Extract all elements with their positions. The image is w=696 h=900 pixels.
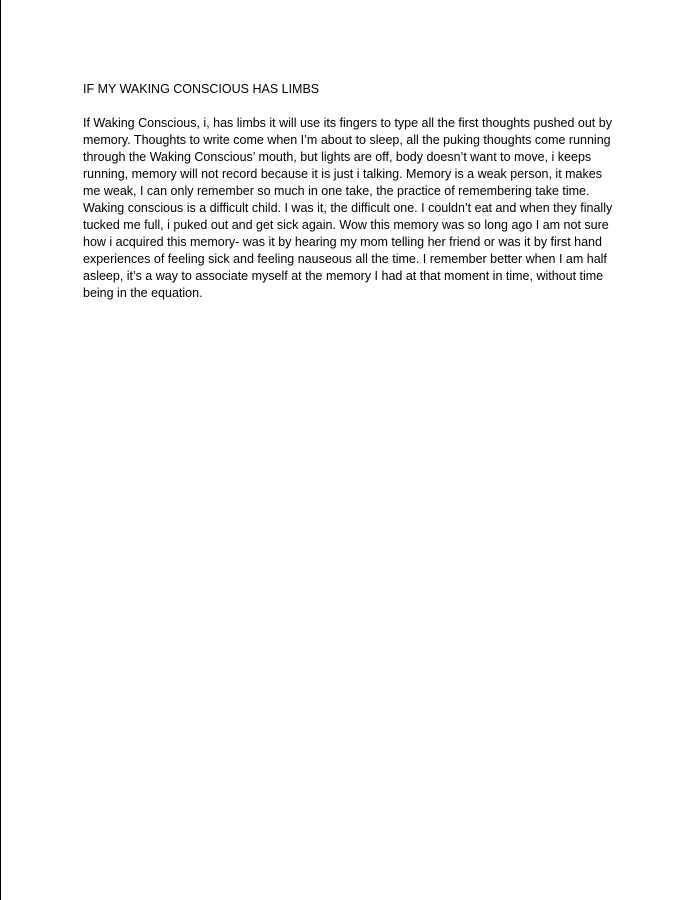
paragraph-line: being in the equation. (83, 286, 203, 300)
paragraph-line: Waking conscious is a difficult child. I was it, the difficult one. I couldn’t eat and when they finally (83, 201, 613, 215)
paragraph-line: memory. Thoughts to write come when I’m about to sleep, all the puking thoughts come running (83, 133, 611, 147)
paragraph-line: through the Waking Conscious’ mouth, but lights are off, body doesn’t want to move, i keeps (83, 150, 592, 164)
paragraph-line: running, memory will not record because it is just i talking. Memory is a weak person, it makes (83, 167, 602, 181)
paragraph-line: me weak, I can only remember so much in one take, the practice of remembering take time. (83, 184, 590, 198)
paragraph-line: If Waking Conscious, i, has limbs it will use its fingers to type all the first thoughts pushed out by (83, 116, 612, 130)
paragraph-line: tucked me full, i puked out and get sick again. Wow this memory was so long ago I am not sure (83, 218, 609, 232)
document-paragraph (83, 115, 623, 302)
paragraph-line: asleep, it’s a way to associate myself at the memory I had at that moment in time, without time (83, 269, 604, 283)
document-title: IF MY WAKING CONSCIOUS HAS LIMBS (83, 82, 320, 96)
paragraph-line: experiences of feeling sick and feeling nauseous all the time. I remember better when I am half (83, 252, 607, 266)
paragraph-line: how i acquired this memory- was it by hearing my mom telling her friend or was it by first hand (83, 235, 602, 249)
